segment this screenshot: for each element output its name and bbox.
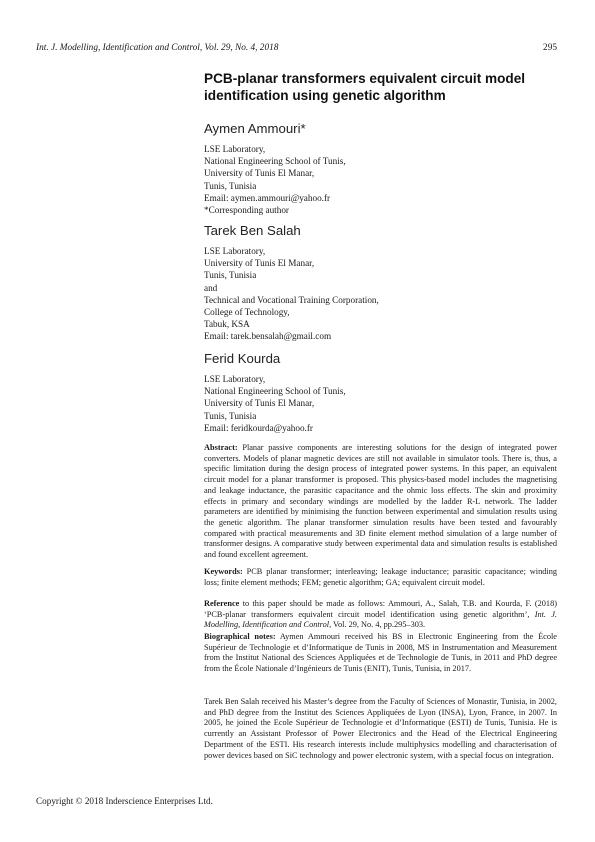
affiliation-line: LSE Laboratory,: [204, 246, 266, 256]
affiliation-line: National Engineering School of Tunis,: [204, 156, 346, 167]
bio-label: Biographical notes:: [204, 632, 276, 641]
reference: [204, 599, 557, 631]
keywords-label: Keywords:: [204, 567, 243, 576]
affiliation-line: University of Tunis El Manar,: [204, 398, 315, 409]
biographical-notes: [204, 632, 557, 675]
author-email: Email: feridkourda@yahoo.fr: [204, 422, 313, 433]
affiliation-line: National Engineering School of Tunis,: [204, 386, 346, 397]
affiliation-line: University of Tunis El Manar,: [204, 258, 315, 269]
affiliation-line: Tunis, Tunisia: [204, 180, 257, 191]
affiliation-line: Tunis, Tunisia: [204, 270, 257, 281]
affiliation-line: Tabuk, KSA: [204, 319, 250, 330]
affiliation-line: LSE Laboratory,: [204, 144, 266, 154]
abstract-label: Abstract:: [204, 443, 238, 452]
bio-text-bensalah: Tarek Ben Salah received his Master’s degree from the Faculty of Sciences of Monastir, Tunisia, in 2002, and PhD degree from the Institut des Sciences Appliquées de Lyon (INSA), Lyon, France, in 2007. In 2005, he joined the Ecole Supérieur de Technologie et d’Informatique (ESTI) de Tunis, Tunisia. He is currently an Assistant Professor of Power Electronics and the Head of the Electrical Engineering Department of the ESTI. His research interests include multiphysics modelling and characterisation of power devices based on SiC technology and power electronic system, with a special focus on integration.: [204, 697, 557, 760]
author-name: Aymen Ammouri*: [204, 121, 306, 136]
author-affiliation: [204, 143, 564, 216]
author-name: Tarek Ben Salah: [204, 223, 301, 238]
page-number: 295: [543, 43, 557, 53]
reference-volume: , Vol. 29, No. 4, pp.295–303.: [329, 620, 426, 630]
keywords: [204, 567, 557, 588]
copyright-footer: Copyright © 2018 Inderscience Enterprises Ltd.: [36, 796, 213, 806]
affiliation-line: LSE Laboratory,: [204, 374, 266, 384]
affiliation-line: College of Technology,: [204, 307, 290, 318]
biographical-notes-2: [204, 697, 557, 761]
abstract: [204, 443, 557, 561]
affiliation-line: University of Tunis El Manar,: [204, 168, 315, 179]
bio-text-ammouri: Aymen Ammouri received his BS in Electronic Engineering from the École Supérieur de Technologie et d’Informatique de Tunis in 2008, MS in Instrumentation and Measurement from the Institut National des Sciences Appliquées et de Technologie de Tunis, in 2011 and PhD degree from the École Nationale d’Ingénieurs de Tunis (ENIT), Tunis, Tunisia, in 2017.: [204, 632, 557, 674]
paper-title-line: identification using genetic algorithm: [204, 88, 446, 103]
keywords-text: PCB planar transformer; interleaving; leakage inductance; parasitic capacitance; winding loss; finite element methods; FEM; genetic algorithm; GA; equivalent circuit model.: [204, 567, 557, 587]
reference-label: Reference: [204, 599, 240, 608]
paper-title: [204, 70, 559, 104]
author-affiliation: [204, 245, 564, 343]
reference-text: to this paper should be made as follows: Ammouri, A., Salah, T.B. and Kourda, F. (2018) ‘PCB-planar transformers equivalent circuit model identification using genetic algorithm’,: [204, 599, 557, 619]
author-affiliation: [204, 373, 564, 434]
paper-title-line: PCB-planar transformers equivalent circuit model: [204, 71, 526, 86]
reference-journal: Int. J. Modelling, Identification and Control: [204, 609, 557, 630]
author-name: Ferid Kourda: [204, 351, 281, 366]
affiliation-line: Technical and Vocational Training Corporation,: [204, 294, 379, 305]
abstract-text: Planar passive components are interesting solutions for the design of integrated power converters. Models of planar magnetic devices are still not available in simulator tools. There is, thus, a specific limitation during the design process of integrated power systems. In this paper, an equivalent circuit model for a planar transformer is proposed. This physics-based model includes the magnetising and leakage inductance, the parasitic capacitance and the ohmic loss effects. The skin and proximity effects in primary and secondary windings are modelled by the ladder R-L network. The ladder parameters are identified by minimising the function between experimental and simulation results using the genetic algorithm. The planar transformer simulation results have been tested and favourably compared with practical measurements and 3D finite element method simulation of a large number of transformer designs. A comparative study between experimental data and simulation results is established and found excellent agreement.: [204, 443, 557, 560]
corresponding-author-note: *Corresponding author: [204, 205, 289, 216]
affiliation-line: Tunis, Tunisia: [204, 410, 257, 421]
author-email: Email: aymen.ammouri@yahoo.fr: [204, 192, 331, 203]
affiliation-line: and: [204, 282, 218, 293]
journal-header: Int. J. Modelling, Identification and Control, Vol. 29, No. 4, 2018: [36, 43, 279, 53]
author-email: Email: tarek.bensalah@gmail.com: [204, 331, 332, 342]
